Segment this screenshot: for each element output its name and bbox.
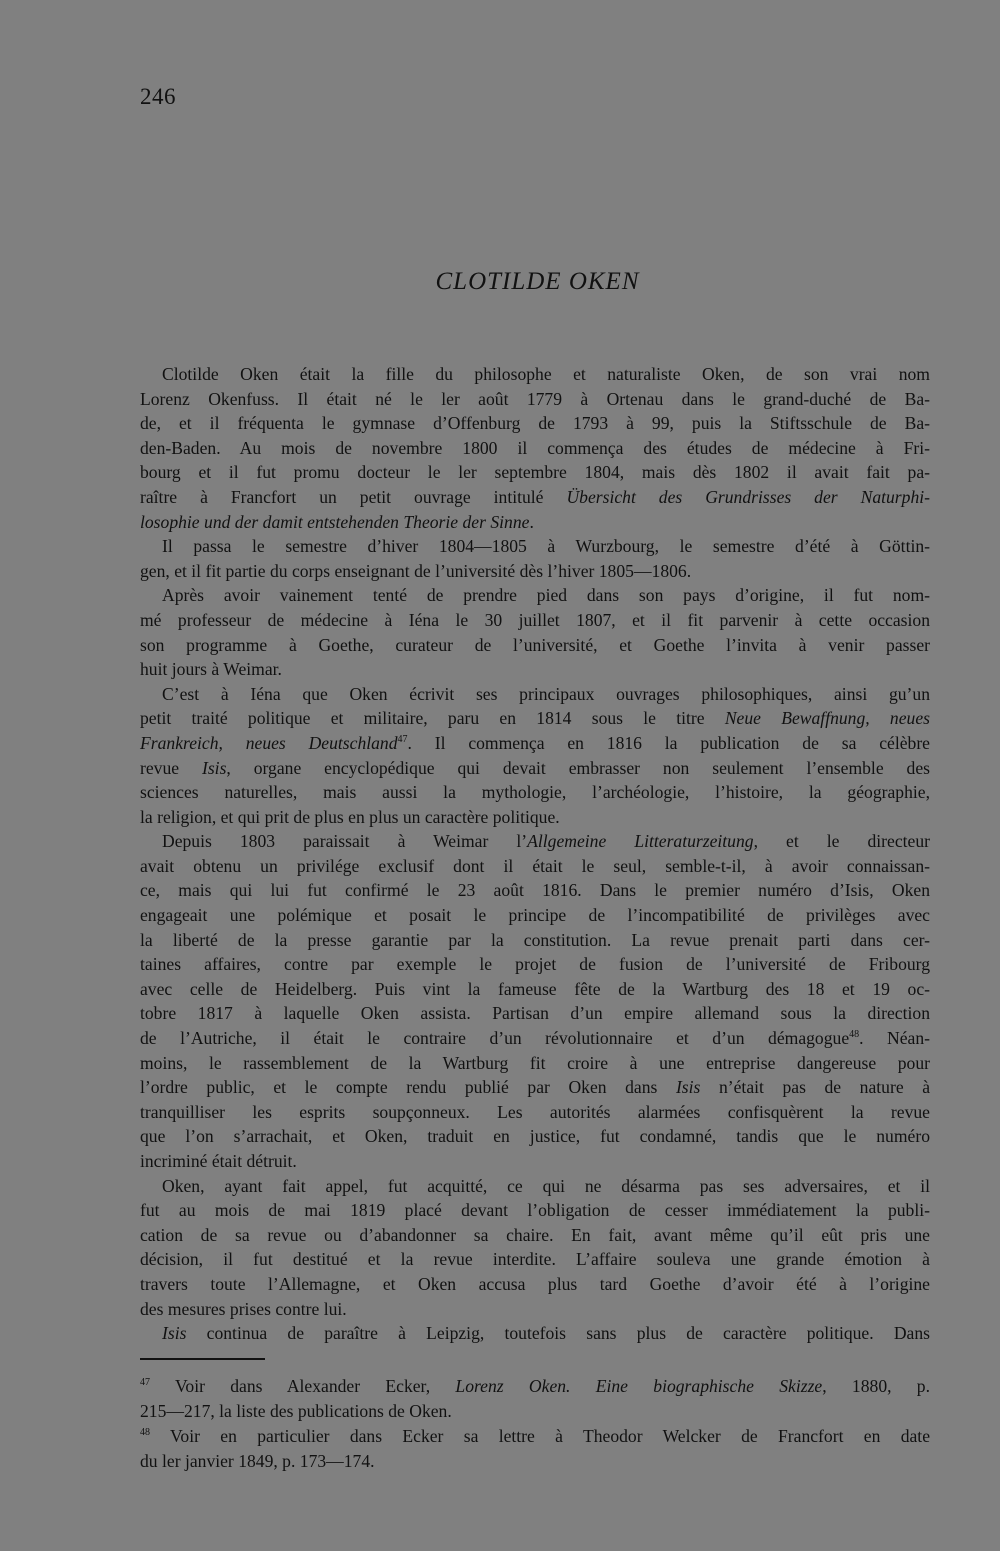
text-run: , et le directeur (753, 831, 930, 852)
text-line: la religion, et qui prit de plus en plus un caractère politique. (140, 806, 560, 827)
journal-title: Isis (201, 757, 227, 778)
text-line: Après avoir vainement tenté de prendre pied dans son pays d’origine, il fut nom- (162, 585, 930, 606)
text-line: Il passa le semestre d’hiver 1804—1805 à Wurzbourg, le semestre d’été à Göttin- (162, 536, 930, 557)
book-title: Lorenz Oken. Eine biographische Skizze (455, 1376, 823, 1396)
footnote-line (140, 1424, 930, 1449)
text-run: de l’Autriche, il était le contraire d’un révolutionnaire et d’un démagogue (140, 1028, 850, 1049)
text-run: Voir en particulier dans Ecker sa lettre à Theodor Welcker de Francfort en date (150, 1426, 930, 1446)
text-run: continua de paraître à Leipzig, toutefois sans plus de caractère politique. Dans (186, 1323, 930, 1344)
text-run: . Néan- (859, 1028, 930, 1049)
text-run: . Il commença en 1816 la publication de sa célèbre (407, 732, 930, 753)
text-line: den-Baden. Au mois de novembre 1800 il commença des études de médecine à Fri- (140, 437, 930, 458)
footnotes (140, 1374, 930, 1474)
text-line: avec celle de Heidelberg. Puis vint la fameuse fête de la Wartburg des 18 et 19 oc- (140, 978, 930, 999)
text-line (140, 1321, 930, 1346)
paragraph-4 (140, 682, 930, 830)
journal-title: Allgemeine Litteraturzeitung (527, 831, 754, 852)
journal-title: Isis (162, 1323, 187, 1344)
text-line (140, 485, 930, 510)
footnote-mark: 47 (140, 1377, 150, 1389)
text-line: de, et il fréquenta le gymnase d’Offenburg de 1793 à 99, puis la Stiftsschule de Ba- (140, 413, 930, 434)
text-run: petit traité politique et militaire, paru en 1814 sous le titre (140, 708, 725, 729)
footnote-line: 215—217, la liste des publications de Oken. (140, 1401, 452, 1421)
book-title: losophie und der damit entstehenden Theorie der Sinne (140, 511, 530, 532)
text-line: Lorenz Okenfuss. Il était né le ler août 1779 à Ortenau dans le grand-duché de Ba- (140, 388, 930, 409)
text-line: que l’on s’arrachait, et Oken, traduit en justice, fut condamné, tandis que le numéro (140, 1126, 930, 1147)
footnote-ref-48[interactable]: 48 (849, 1029, 860, 1041)
text-line: tobre 1817 à laquelle Oken assista. Partisan d’un empire allemand sous la direction (140, 1003, 930, 1024)
text-line: bourg et il fut promu docteur le ler septembre 1804, mais dès 1802 il avait fait pa- (140, 462, 930, 483)
footnote-line: du ler janvier 1849, p. 173—174. (140, 1451, 375, 1471)
book-title: Übersicht des Grundrisses der Naturphi- (566, 486, 930, 507)
text-line: avait obtenu un privilége exclusif dont il était le seul, semble-t-il, à avoir connaissan- (140, 855, 930, 876)
book-title: Frankreich, neues Deutschland (140, 732, 398, 753)
footnote-divider (140, 1358, 265, 1360)
paragraph-6 (140, 1174, 930, 1322)
footnote-47 (140, 1374, 930, 1424)
journal-title: Isis (675, 1077, 701, 1098)
text-line: cation de sa revue ou d’abandonner sa chaire. En fait, avant même qu’il eût pris une (140, 1224, 930, 1245)
text-line: ce, mais qui lui fut confirmé le 23 août 1816. Dans le premier numéro d’Isis, Oken (140, 880, 930, 901)
footnote-mark: 48 (140, 1427, 150, 1439)
text-run: revue (140, 757, 202, 778)
text-line (140, 1026, 930, 1051)
chapter-title: CLOTILDE OKEN (435, 268, 640, 295)
text-run: n’était pas de nature à (700, 1077, 931, 1098)
text-run: , 1880, p. (822, 1376, 931, 1396)
text-line (140, 706, 930, 731)
paragraph-2 (140, 534, 930, 583)
text-line: incriminé était détruit. (140, 1151, 297, 1171)
text-line (140, 829, 930, 854)
text-run: Depuis 1803 paraissait à Weimar l’ (162, 831, 528, 852)
text-line: Clotilde Oken était la fille du philosophe et naturaliste Oken, de son vrai nom (162, 364, 930, 384)
text-line: décision, il fut destitué et la revue interdite. L’affaire souleva une grande émotion à (140, 1249, 930, 1270)
text-line: taines affaires, contre par exemple le projet de fusion de l’université de Fribourg (140, 954, 930, 975)
paragraph-5 (140, 829, 930, 1173)
paragraph-7 (140, 1321, 930, 1346)
text-line (140, 756, 930, 781)
footnote-line (140, 1374, 930, 1399)
text-line: des mesures prises contre lui. (140, 1298, 347, 1319)
text-line: tranquilliser les esprits soupçonneux. Les autorités alarmées confisquèrent la revue (140, 1101, 930, 1122)
footnote-48 (140, 1424, 930, 1474)
page-number: 246 (140, 84, 176, 109)
text-line: huit jours à Weimar. (140, 659, 282, 680)
text-line: travers toute l’Allemagne, et Oken accusa plus tard Goethe d’avoir été à l’origine (140, 1273, 930, 1294)
text-run: Voir dans Alexander Ecker, (150, 1376, 456, 1396)
text-line (140, 510, 930, 535)
text-line: engageait une polémique et posait le principe de l’incompatibilité de privilèges avec (140, 905, 930, 926)
paragraph-1 (140, 362, 930, 534)
text-line: gen, et il fit partie du corps enseignant de l’université dès l’hiver 1805—1806. (140, 560, 692, 581)
text-line: C’est à Iéna que Oken écrivit ses principaux ouvrages philosophiques, ainsi gu’un (162, 683, 930, 704)
text-run: , organe encyclopédique qui devait embrasser non seulement l’ensemble des (226, 757, 930, 778)
text-run: raître à Francfort un petit ouvrage intitulé (140, 486, 567, 507)
text-line (140, 1075, 930, 1100)
text-line: fut au mois de mai 1819 placé devant l’obligation de cesser immédiatement la publi- (140, 1200, 930, 1221)
text-line: Oken, ayant fait appel, fut acquitté, ce qui ne désarma pas ses adversaires, et il (162, 1175, 930, 1196)
paragraph-3 (140, 583, 930, 681)
body-text (140, 362, 930, 1346)
text-line (140, 731, 930, 756)
text-line: moins, le rassemblement de la Wartburg fit croire à une entreprise dangereuse pour (140, 1052, 930, 1073)
text-run: l’ordre public, et le compte rendu publié par Oken dans (140, 1077, 676, 1098)
footnote-ref-47[interactable]: 47 (397, 734, 408, 746)
text-line: son programme à Goethe, curateur de l’université, et Goethe l’invita à venir passer (140, 634, 930, 655)
text-run: . (529, 511, 534, 532)
text-line: sciences naturelles, mais aussi la mythologie, l’archéologie, l’histoire, la géographie, (140, 782, 930, 803)
text-line: la liberté de la presse garantie par la constitution. La revue prenait parti dans cer- (140, 929, 930, 950)
book-title: Neue Bewaffnung, neues (724, 708, 930, 729)
text-line: mé professeur de médecine à Iéna le 30 juillet 1807, et il fit parvenir à cette occasion (140, 609, 930, 630)
